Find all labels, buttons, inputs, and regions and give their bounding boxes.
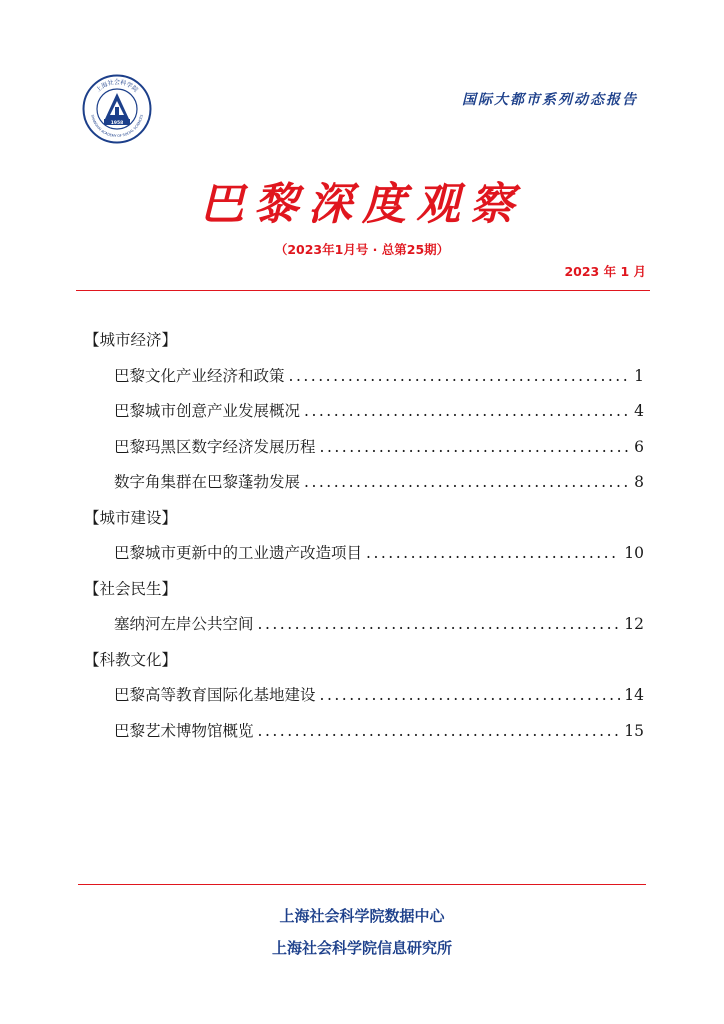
toc-entry[interactable]	[84, 468, 644, 504]
toc-page-number: 6	[634, 437, 644, 456]
academy-logo-icon	[82, 74, 152, 144]
toc-entry[interactable]	[84, 539, 644, 575]
toc-entry-title: 巴黎城市创意产业发展概况	[114, 402, 301, 420]
toc-entry-title: 巴黎高等教育国际化基地建设	[114, 686, 316, 704]
issue-number: （2023年1月号 · 总第25期）	[274, 242, 450, 257]
toc-entry[interactable]	[84, 610, 644, 646]
toc-page-number: 10	[624, 544, 644, 562]
toc-entry[interactable]	[84, 681, 644, 717]
bottom-divider	[78, 884, 646, 885]
toc-leader-dots	[320, 433, 631, 461]
toc-leader-dots	[289, 362, 631, 390]
toc-page-number: 12	[624, 615, 644, 633]
toc-entry-title: 塞纳河左岸公共空间	[114, 615, 254, 633]
toc-entry-title: 巴黎城市更新中的工业遗产改造项目	[114, 544, 363, 562]
top-divider	[76, 290, 650, 291]
toc-leader-dots	[320, 681, 621, 709]
toc-section-heading: 【科教文化】	[84, 650, 178, 669]
toc-entry[interactable]	[84, 433, 644, 469]
toc-page-number: 14	[624, 686, 644, 704]
toc-entry-title: 数字角集群在巴黎蓬勃发展	[114, 473, 301, 491]
toc-page-number: 8	[634, 473, 644, 491]
toc-page-number: 1	[634, 366, 644, 385]
series-title: 国际大都市系列动态报告	[462, 92, 638, 108]
toc-leader-dots	[366, 539, 620, 567]
page-title: 巴黎深度观察	[200, 179, 524, 230]
toc-entry[interactable]	[84, 717, 644, 753]
toc-entry-title: 巴黎艺术博物馆概览	[114, 721, 254, 740]
publication-date: 2023 年 1 月	[564, 264, 646, 279]
publisher-org-1: 上海社会科学院数据中心	[279, 907, 445, 925]
toc-entry-title: 巴黎玛黑区数字经济发展历程	[114, 437, 316, 456]
toc-section-heading: 【城市经济】	[84, 331, 178, 349]
publisher-org-2: 上海社会科学院信息研究所	[271, 939, 452, 957]
toc-entry[interactable]	[84, 362, 644, 398]
svg-text:1958: 1958	[110, 121, 124, 126]
toc-section-heading: 【城市建设】	[84, 508, 178, 527]
toc-leader-dots	[304, 468, 630, 496]
table-of-contents	[84, 326, 644, 752]
toc-leader-dots	[258, 717, 621, 745]
toc-section-heading: 【社会民生】	[84, 579, 178, 598]
toc-leader-dots	[304, 397, 630, 425]
svg-text:上海社会科学院: 上海社会科学院	[94, 79, 140, 94]
toc-page-number: 15	[624, 721, 644, 740]
toc-page-number: 4	[634, 402, 644, 420]
toc-entry[interactable]	[84, 397, 644, 433]
toc-leader-dots	[258, 610, 621, 638]
toc-entry-title: 巴黎文化产业经济和政策	[114, 366, 285, 385]
svg-text:SHANGHAI ACADEMY OF SOCIAL SCI: SHANGHAI ACADEMY OF SOCIAL SCIENCES	[90, 114, 144, 139]
